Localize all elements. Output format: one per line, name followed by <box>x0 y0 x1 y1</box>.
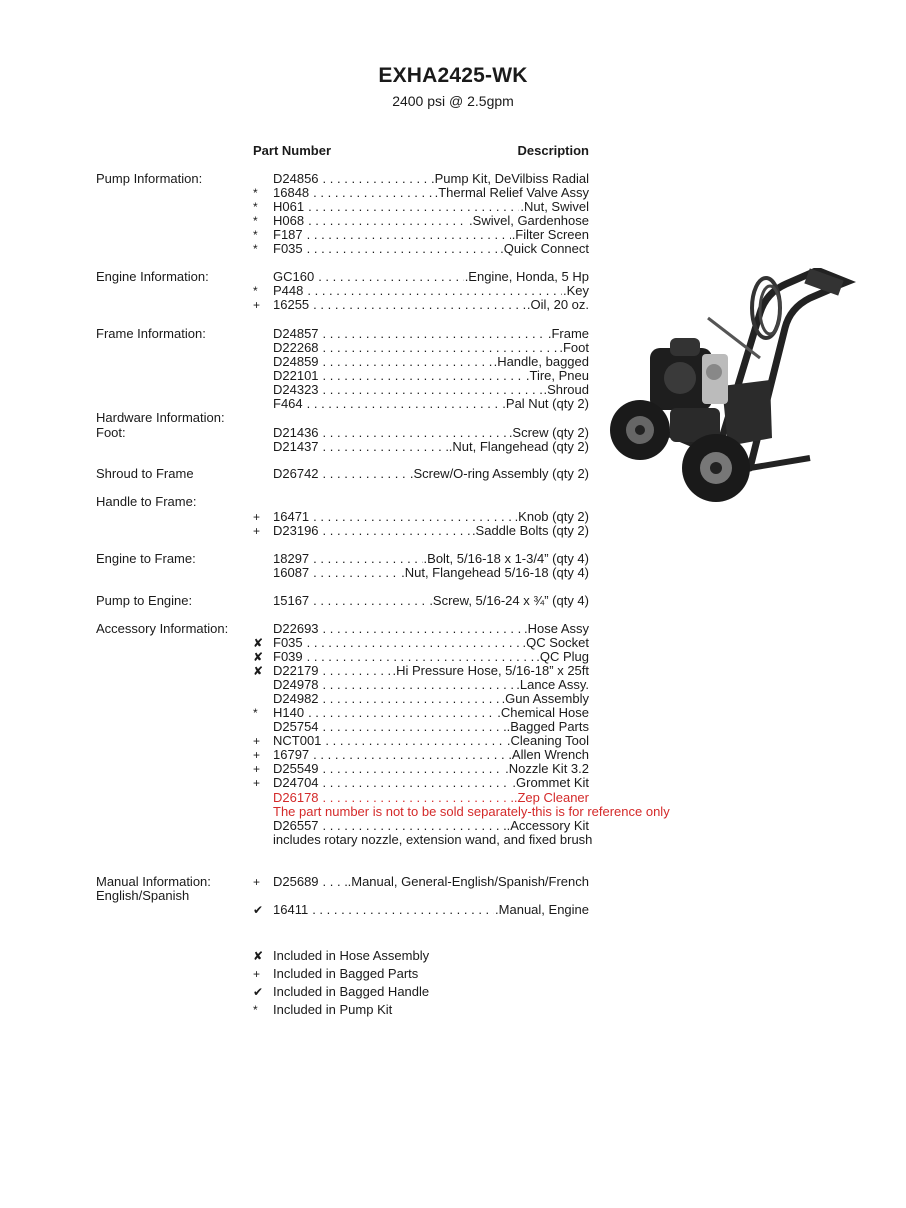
dot-leader <box>307 228 511 242</box>
legend-text: Included in Bagged Handle <box>273 984 430 999</box>
part-number: D22693 <box>273 621 319 636</box>
part-mark: + <box>253 298 261 312</box>
model-spec: 2400 psi @ 2.5gpm <box>392 93 514 109</box>
part-number: 16411 <box>273 902 309 917</box>
section-accessory: Accessory Information: <box>96 621 229 636</box>
part-description: .Nut, Swivel <box>520 199 589 214</box>
part-description: .Screw, 5/16-24 x ¾” (qty 4) <box>429 593 589 608</box>
section-manual-language: English/Spanish <box>96 888 190 903</box>
part-mark: * <box>253 200 258 214</box>
section-engine-to-frame: Engine to Frame: <box>96 551 196 566</box>
part-mark: ✔ <box>253 903 264 917</box>
part-description: .Hi Pressure Hose, 5/16-18” x 25ft <box>392 663 589 678</box>
dot-leader <box>323 875 347 889</box>
legend-mark: ✘ <box>253 949 264 963</box>
part-description: .Foot <box>559 340 589 355</box>
part-description: .Grommet Kit <box>512 775 589 790</box>
part-description: .Manual, Engine <box>495 902 589 917</box>
part-number: GC160 <box>273 269 315 284</box>
dot-leader <box>307 284 562 298</box>
part-number: D24856 <box>273 171 319 186</box>
legend-mark: ✔ <box>253 985 264 999</box>
section-frame: Frame Information: <box>96 326 206 341</box>
part-description: .Oil, 20 oz. <box>526 297 589 312</box>
part-number: 16255 <box>273 297 310 312</box>
part-row <box>253 440 589 454</box>
part-mark: * <box>253 228 258 242</box>
part-number: D24704 <box>273 775 319 790</box>
part-number: D25754 <box>273 719 319 734</box>
part-description: .Saddle Bolts (qty 2) <box>471 523 589 538</box>
part-number: D24323 <box>273 382 319 397</box>
part-row <box>253 875 589 889</box>
part-description: .Screw (qty 2) <box>508 425 589 440</box>
part-number: H061 <box>273 199 305 214</box>
part-number: D21436 <box>273 425 319 440</box>
dot-leader <box>323 622 523 636</box>
part-number: H140 <box>273 705 305 720</box>
part-description: .Knob (qty 2) <box>514 509 589 524</box>
legend-mark: + <box>253 967 261 981</box>
dot-leader <box>313 298 526 312</box>
pressure-washer-illustration <box>610 268 856 506</box>
dot-leader <box>308 214 468 228</box>
part-description: .Thermal Relief Valve Assy <box>434 185 589 200</box>
part-row <box>253 524 589 538</box>
part-mark: * <box>253 214 258 228</box>
part-description: .Manual, General-English/Spanish/French <box>347 874 589 889</box>
part-number: D22268 <box>273 340 319 355</box>
part-description: .Cleaning Tool <box>506 733 589 748</box>
part-number: D25549 <box>273 761 319 776</box>
part-number: F039 <box>273 649 303 664</box>
part-description: .Lance Assy. <box>516 677 589 692</box>
part-description: .Swivel, Gardenhose <box>469 213 589 228</box>
part-description: .Nut, Flangehead (qty 2) <box>448 439 589 454</box>
part-number: D24857 <box>273 326 319 341</box>
dot-leader <box>313 748 507 762</box>
part-mark: ✘ <box>253 664 264 678</box>
model-title: EXHA2425-WK <box>378 64 528 87</box>
part-number: D22101 <box>273 368 319 383</box>
part-number: P448 <box>273 283 304 298</box>
part-row <box>253 594 589 608</box>
dot-leader <box>325 734 505 748</box>
dot-leader <box>323 440 448 454</box>
part-description: .Filter Screen <box>511 227 589 242</box>
description-header: Description <box>517 143 589 158</box>
section-engine: Engine Information: <box>96 269 209 284</box>
section-foot: Foot: <box>96 425 126 440</box>
dot-leader <box>323 720 506 734</box>
part-description: .Quick Connect <box>500 241 589 256</box>
part-number: D24859 <box>273 354 319 369</box>
dot-leader <box>312 903 494 917</box>
legend-item <box>253 947 429 965</box>
part-mark: * <box>253 706 258 720</box>
part-number: F464 <box>273 396 303 411</box>
part-description: .Nozzle Kit 3.2 <box>505 761 589 776</box>
part-number: 16087 <box>273 565 310 580</box>
dot-leader <box>318 270 463 284</box>
part-number: 18297 <box>273 551 310 566</box>
part-description: .Key <box>562 283 589 298</box>
part-row <box>253 776 589 790</box>
section-pump: Pump Information: <box>96 171 203 186</box>
dot-leader <box>313 186 433 200</box>
part-row <box>253 566 589 580</box>
part-description: .Screw/O-ring Assembly (qty 2) <box>409 466 589 481</box>
part-mark: ✘ <box>253 650 264 664</box>
part-description: .Nut, Flangehead 5/16-18 (qty 4) <box>401 565 589 580</box>
section-shroud-to-frame: Shroud to Frame <box>96 466 194 481</box>
part-description: .Pal Nut (qty 2) <box>502 396 589 411</box>
part-description: .Bolt, 5/16-18 x 1-3/4” (qty 4) <box>423 551 589 566</box>
part-mark: ✘ <box>253 636 264 650</box>
part-mark: + <box>253 748 261 762</box>
part-mark: + <box>253 510 261 524</box>
part-number: D26742 <box>273 466 319 481</box>
part-mark: + <box>253 762 261 776</box>
part-row <box>253 270 589 284</box>
legend <box>253 947 429 1019</box>
legend-mark: * <box>253 1003 258 1017</box>
part-number: 15167 <box>273 593 310 608</box>
part-row <box>253 298 589 312</box>
part-number: F035 <box>273 241 303 256</box>
part-description: .Bagged Parts <box>506 719 589 734</box>
dot-leader <box>307 242 499 256</box>
dot-leader <box>313 566 400 580</box>
dot-leader <box>323 692 501 706</box>
dot-leader <box>323 678 516 692</box>
part-number: D24982 <box>273 691 319 706</box>
part-number: D25689 <box>273 874 319 889</box>
part-mark: * <box>253 242 258 256</box>
part-description: .QC Socket <box>522 635 589 650</box>
dot-leader <box>323 172 430 186</box>
part-description: .Frame <box>547 326 589 341</box>
part-description: .Engine, Honda, 5 Hp <box>464 269 589 284</box>
dot-leader <box>323 327 547 341</box>
part-description: .Gun Assembly <box>501 691 589 706</box>
part-mark: * <box>253 186 258 200</box>
legend-item <box>253 965 429 983</box>
legend-text: Included in Bagged Parts <box>273 966 419 981</box>
part-description: .Chemical Hose <box>497 705 589 720</box>
part-description: .Allen Wrench <box>508 747 589 762</box>
part-mark: + <box>253 524 261 538</box>
part-description: .QC Plug <box>536 649 589 664</box>
part-row <box>253 242 589 256</box>
zep-reference-note: The part number is not to be sold separately-this is for reference only <box>273 804 670 819</box>
part-number: D22179 <box>273 663 319 678</box>
part-number: D21437 <box>273 439 319 454</box>
legend-item <box>253 983 429 1001</box>
accessory-kit-note: includes rotary nozzle, extension wand, and fixed brush <box>273 832 593 847</box>
part-description: .Handle, bagged <box>493 354 589 369</box>
dot-leader <box>323 762 505 776</box>
dot-leader <box>323 369 525 383</box>
part-number-header: Part Number <box>253 143 332 158</box>
part-number: D24978 <box>273 677 319 692</box>
part-description: .Zep Cleaner <box>513 790 589 805</box>
part-mark: + <box>253 734 261 748</box>
part-description: .Shroud <box>543 382 589 397</box>
part-row <box>253 467 589 481</box>
dot-leader <box>308 706 496 720</box>
part-row <box>253 397 589 411</box>
part-number: 16471 <box>273 509 310 524</box>
part-number: F187 <box>273 227 303 242</box>
part-number: 16848 <box>273 185 310 200</box>
dot-leader <box>323 664 392 678</box>
dot-leader <box>323 467 409 481</box>
part-mark: * <box>253 284 258 298</box>
part-mark: + <box>253 776 261 790</box>
part-number: D26557 <box>273 818 319 833</box>
dot-leader <box>323 355 493 369</box>
section-handle-to-frame: Handle to Frame: <box>96 494 197 509</box>
part-number: D23196 <box>273 523 319 538</box>
dot-leader <box>313 594 428 608</box>
part-number: H068 <box>273 213 305 228</box>
section-manual: Manual Information: <box>96 874 211 889</box>
section-pump-to-engine: Pump to Engine: <box>96 593 193 608</box>
part-mark: + <box>253 875 261 889</box>
legend-text: Included in Hose Assembly <box>273 948 430 963</box>
part-description: .Accessory Kit <box>506 818 589 833</box>
part-row <box>253 903 589 917</box>
dot-leader <box>323 776 512 790</box>
dot-leader <box>323 524 471 538</box>
part-description: .Tire, Pneu <box>525 368 589 383</box>
part-number: D26178 <box>273 790 319 805</box>
dot-leader <box>307 397 502 411</box>
section-hardware: Hardware Information: <box>96 410 225 425</box>
part-number: 16797 <box>273 747 310 762</box>
dot-leader <box>307 636 522 650</box>
legend-item <box>253 1001 429 1019</box>
legend-text: Included in Pump Kit <box>273 1002 393 1017</box>
part-number: F035 <box>273 635 303 650</box>
part-number: NCT001 <box>273 733 322 748</box>
part-description: .Hose Assy <box>523 621 589 636</box>
part-description: .Pump Kit, DeVilbiss Radial <box>431 171 589 186</box>
